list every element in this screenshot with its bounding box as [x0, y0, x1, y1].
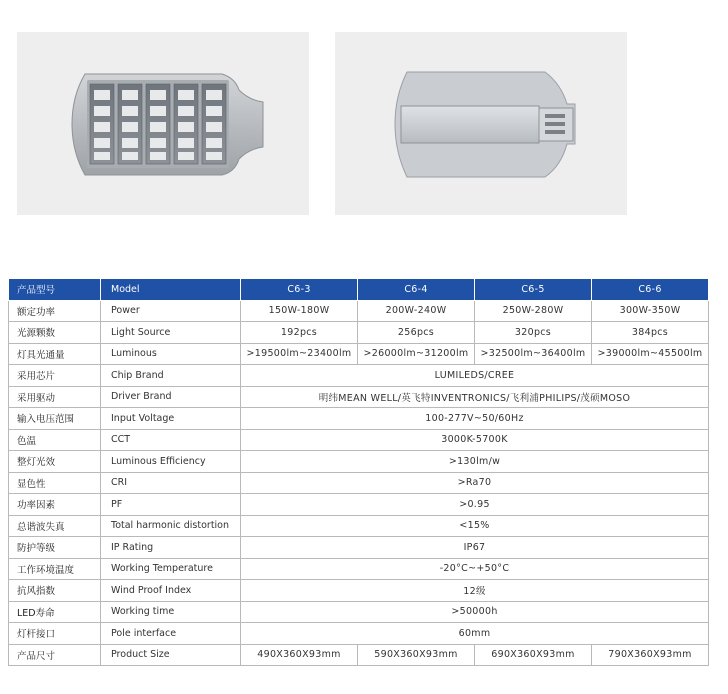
row-label-cn: 产品尺寸 — [9, 644, 101, 666]
spec-value: >39000lm~45500lm — [592, 343, 709, 365]
row-label-cn: 灯具光通量 — [9, 343, 101, 365]
table-row — [9, 408, 709, 430]
table-row — [9, 494, 709, 516]
spec-value: 790X360X93mm — [592, 644, 709, 666]
spec-value: >130lm/w — [241, 451, 709, 473]
row-label-cn: 整灯光效 — [9, 451, 101, 473]
spec-value: 3000K-5700K — [241, 429, 709, 451]
row-label-cn: 额定功率 — [9, 300, 101, 322]
spec-value: >19500lm~23400lm — [241, 343, 358, 365]
spec-value: IP67 — [241, 537, 709, 559]
row-label-en: Power — [101, 300, 241, 322]
spec-value: >0.95 — [241, 494, 709, 516]
row-label-cn: 总谐波失真 — [9, 515, 101, 537]
row-label-en: Luminous — [101, 343, 241, 365]
spec-value: 690X360X93mm — [475, 644, 592, 666]
table-header-row — [9, 279, 709, 301]
row-label-cn: 工作环境温度 — [9, 558, 101, 580]
row-label-en: PF — [101, 494, 241, 516]
spec-value: 60mm — [241, 623, 709, 645]
table-row — [9, 644, 709, 666]
spec-value: LUMILEDS/CREE — [241, 365, 709, 387]
table-row — [9, 386, 709, 408]
spec-value: <15% — [241, 515, 709, 537]
row-label-cn: 采用驱动 — [9, 386, 101, 408]
row-label-cn: 防护等级 — [9, 537, 101, 559]
row-label-en: IP Rating — [101, 537, 241, 559]
row-label-cn: 抗风指数 — [9, 580, 101, 602]
spec-value: 192pcs — [241, 322, 358, 344]
row-label-en: Product Size — [101, 644, 241, 666]
table-row — [9, 580, 709, 602]
spec-value: 12级 — [241, 580, 709, 602]
table-row — [9, 601, 709, 623]
table-row — [9, 623, 709, 645]
spec-value: 256pcs — [358, 322, 475, 344]
row-label-en: Input Voltage — [101, 408, 241, 430]
row-label-en: Luminous Efficiency — [101, 451, 241, 473]
row-label-en: Working Temperature — [101, 558, 241, 580]
spec-table — [8, 278, 709, 666]
spec-value: 200W-240W — [358, 300, 475, 322]
row-label-en: Wind Proof Index — [101, 580, 241, 602]
spec-value: >Ra70 — [241, 472, 709, 494]
spec-value: 250W-280W — [475, 300, 592, 322]
table-row — [9, 515, 709, 537]
spec-value: 490X360X93mm — [241, 644, 358, 666]
row-label-en: Working time — [101, 601, 241, 623]
table-row — [9, 537, 709, 559]
model-header: C6-6 — [592, 279, 709, 301]
table-row — [9, 300, 709, 322]
row-label-cn: 采用芯片 — [9, 365, 101, 387]
row-label-en: CCT — [101, 429, 241, 451]
row-label-cn: 输入电压范围 — [9, 408, 101, 430]
row-label-cn: 显色性 — [9, 472, 101, 494]
header-label-en: Model — [101, 279, 241, 301]
spec-value: 100-277V~50/60Hz — [241, 408, 709, 430]
spec-value: 320pcs — [475, 322, 592, 344]
row-label-en: Total harmonic distortion — [101, 515, 241, 537]
row-label-cn: LED寿命 — [9, 601, 101, 623]
spec-value: -20°C~+50°C — [241, 558, 709, 580]
model-header: C6-4 — [358, 279, 475, 301]
spec-value: 384pcs — [592, 322, 709, 344]
row-label-en: Driver Brand — [101, 386, 241, 408]
row-label-cn: 功率因素 — [9, 494, 101, 516]
row-label-en: Chip Brand — [101, 365, 241, 387]
model-header: C6-3 — [241, 279, 358, 301]
row-label-cn: 色温 — [9, 429, 101, 451]
row-label-en: Light Source — [101, 322, 241, 344]
table-row — [9, 365, 709, 387]
spec-value: >26000lm~31200lm — [358, 343, 475, 365]
row-label-cn: 灯杆接口 — [9, 623, 101, 645]
table-row — [9, 343, 709, 365]
model-header: C6-5 — [475, 279, 592, 301]
header-label-cn: 产品型号 — [9, 279, 101, 301]
spec-value: 590X360X93mm — [358, 644, 475, 666]
spec-value: >32500lm~36400lm — [475, 343, 592, 365]
spec-value: 150W-180W — [241, 300, 358, 322]
spec-value: 300W-350W — [592, 300, 709, 322]
table-row — [9, 322, 709, 344]
row-label-en: Pole interface — [101, 623, 241, 645]
table-row — [9, 558, 709, 580]
table-row — [9, 472, 709, 494]
spec-value: 明纬MEAN WELL/英飞特INVENTRONICS/飞利浦PHILIPS/茂硕MOSO — [241, 386, 709, 408]
product-photo-front — [17, 32, 309, 215]
spec-value: >50000h — [241, 601, 709, 623]
row-label-en: CRI — [101, 472, 241, 494]
product-photo-back — [335, 32, 627, 215]
row-label-cn: 光源颗数 — [9, 322, 101, 344]
table-row — [9, 451, 709, 473]
table-row — [9, 429, 709, 451]
